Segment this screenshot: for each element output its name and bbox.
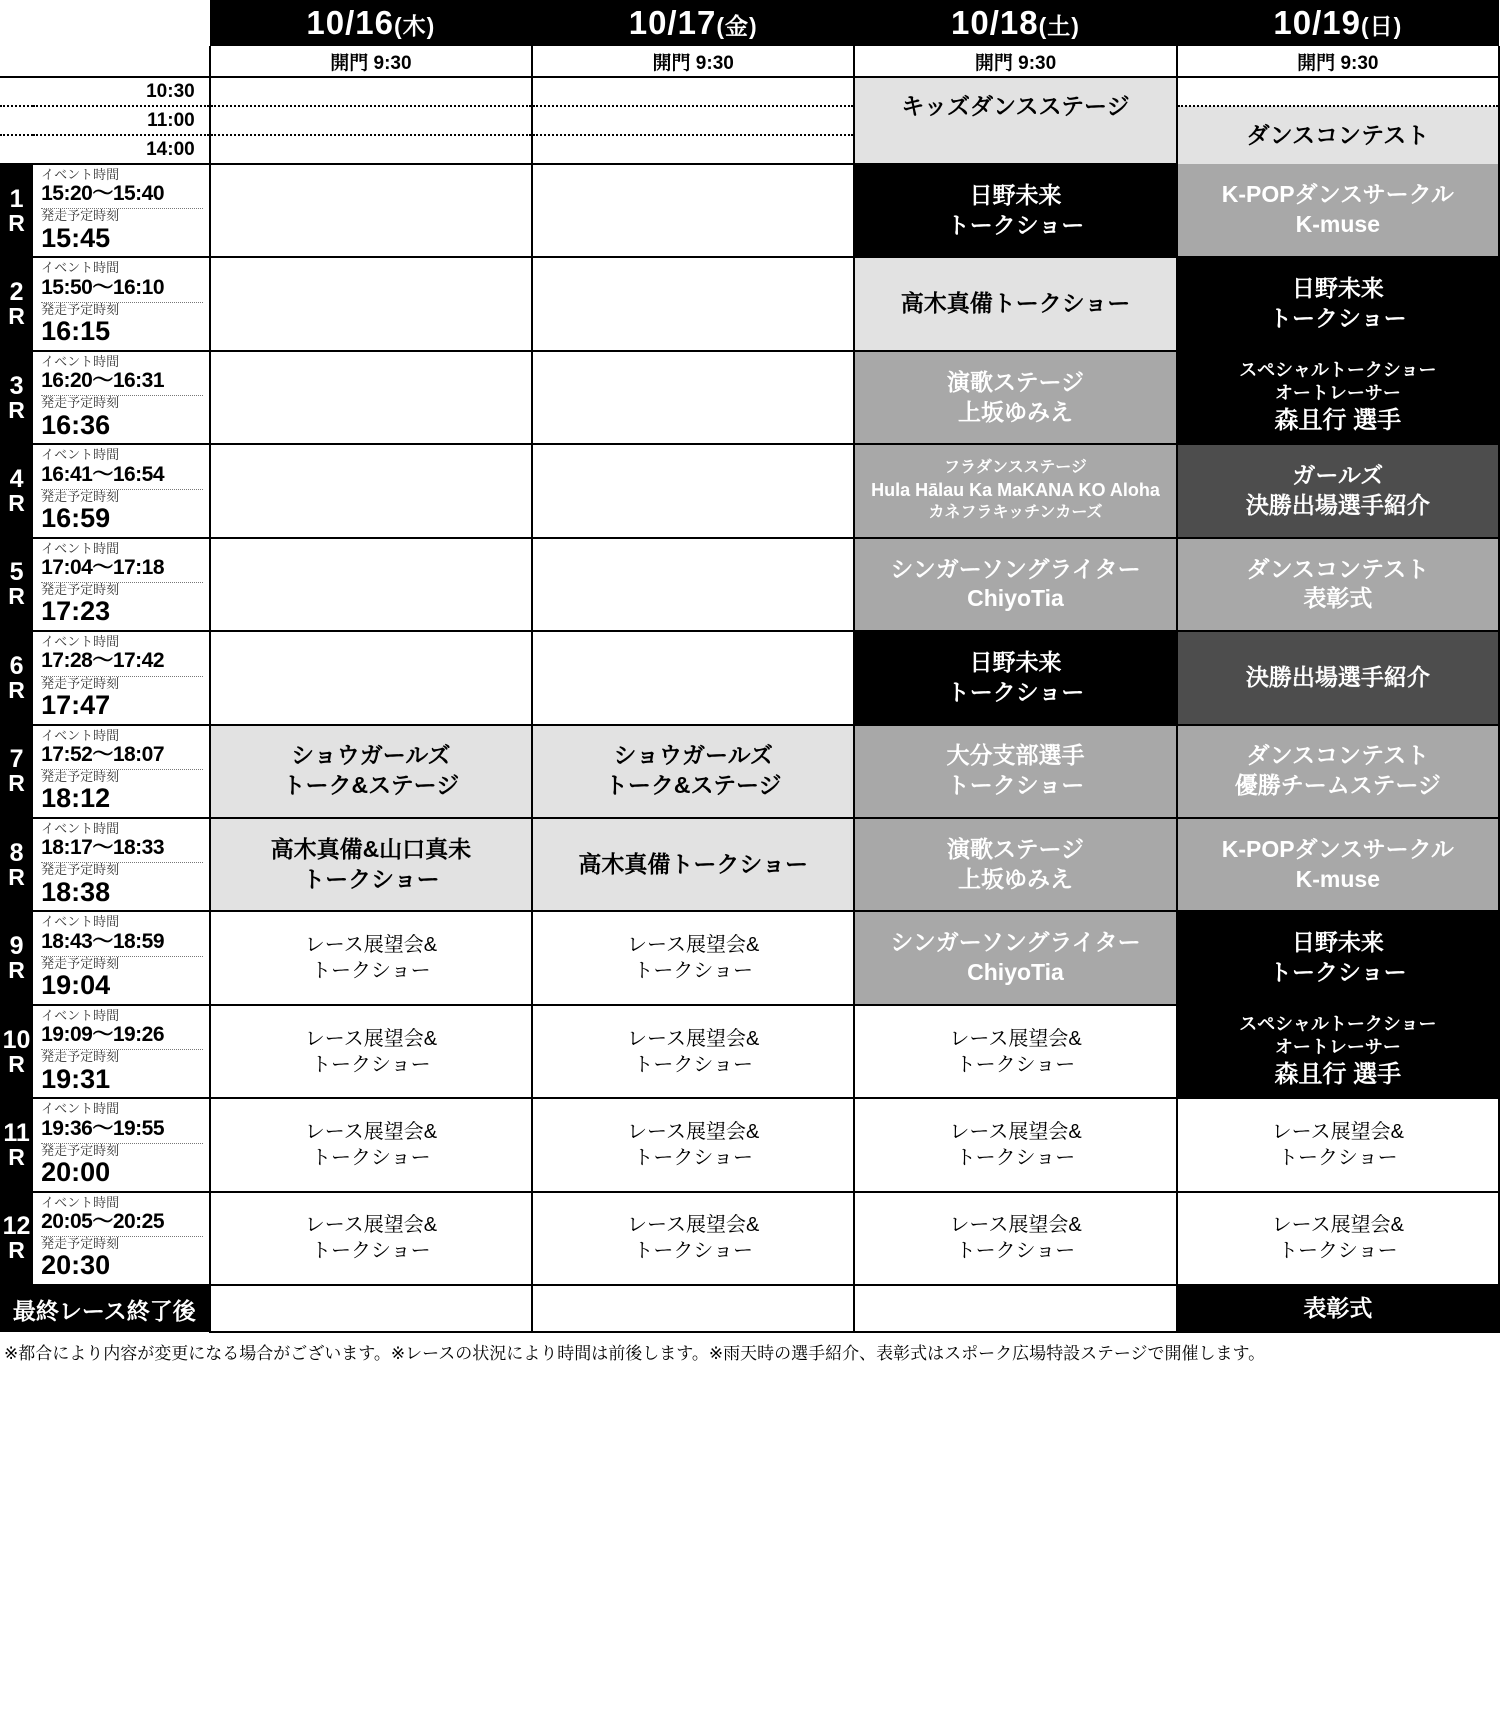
corner-blank: [0, 0, 210, 46]
event-cell: 日野未来 トークショー: [854, 164, 1176, 257]
start-time-value: 16:59: [41, 503, 111, 533]
race-row: [0, 911, 1499, 1004]
race-row: [0, 1005, 1499, 1098]
start-time-label: 発走予定時刻: [41, 862, 120, 878]
start-time-value: 20:30: [41, 1250, 111, 1281]
start-time-label: 発走予定時刻: [41, 768, 120, 784]
event-cell: 日野未来 トークショー: [1177, 257, 1499, 350]
event-time-value: 19:09〜19:26: [41, 1023, 203, 1050]
event-cell: ダンスコンテスト: [1177, 106, 1499, 164]
race-time-cell: [33, 1005, 210, 1098]
event-cell: スペシャルトークショー オートレーサー 森且行 選手: [1177, 351, 1499, 444]
event-cell: レース展望会& トークショー: [532, 911, 854, 1004]
event-time-label: イベント時間: [41, 727, 120, 743]
event-cell: レース展望会& トークショー: [210, 1005, 532, 1098]
event-cell: レース展望会& トークショー: [532, 1192, 854, 1285]
race-number: 6 R: [0, 631, 33, 724]
event-cell: レース展望会& トークショー: [210, 911, 532, 1004]
start-time-value: 15:45: [41, 222, 111, 253]
event-cell: レース展望会& トークショー: [854, 1098, 1176, 1191]
race-time-cell: [33, 444, 210, 537]
race-row: [0, 257, 1499, 350]
footnote: ※都合により内容が変更になる場合がございます。※レースの状況により時間は前後します。※雨天時の選手紹介、表彰式はスポーク広場特設ステージで開催します。: [4, 1344, 1266, 1364]
start-time-value: 18:12: [41, 783, 111, 814]
event-time-value: 20:05〜20:25: [41, 1210, 203, 1237]
event-time-label: イベント時間: [41, 260, 120, 276]
start-time-label: 発走予定時刻: [41, 1049, 120, 1065]
event-cell: [532, 538, 854, 631]
race-number: 9 R: [0, 911, 33, 1004]
event-cell: [210, 164, 532, 257]
event-time-value: 16:41〜16:54: [41, 463, 203, 490]
race-time-cell: [33, 538, 210, 631]
event-cell: [532, 351, 854, 444]
race-number: 8 R: [0, 818, 33, 911]
event-cell: ダンスコンテスト 優勝チームステージ: [1177, 725, 1499, 818]
event-time-value: 16:20〜16:31: [41, 369, 203, 396]
event-cell: 高木真備トークショー: [854, 257, 1176, 350]
event-time-label: イベント時間: [41, 1007, 120, 1023]
start-time-value: 19:04: [41, 970, 111, 1001]
race-time-cell: [33, 164, 210, 257]
open-time-2: 開門 9:30: [532, 46, 854, 77]
event-cell: レース展望会& トークショー: [210, 1192, 532, 1285]
race-number: 10 R: [0, 1005, 33, 1098]
start-time-value: 16:36: [41, 409, 111, 440]
event-cell: 日野未来 トークショー: [854, 631, 1176, 724]
day-header-2: 10/17(金): [532, 0, 854, 46]
event-time-value: 15:50〜16:10: [41, 276, 203, 303]
event-time-label: イベント時間: [41, 447, 120, 463]
start-time-label: 発走予定時刻: [41, 208, 120, 224]
start-time-value: 19:31: [41, 1063, 111, 1094]
event-cell: 高木真備&山口真未 トークショー: [210, 818, 532, 911]
event-cell: キッズダンスステージ: [854, 77, 1176, 135]
final-label: 最終レース終了後: [0, 1285, 210, 1332]
race-time-cell: [33, 1098, 210, 1191]
race-number: 2 R: [0, 257, 33, 350]
event-time-label: イベント時間: [41, 820, 120, 836]
open-time-4: 開門 9:30: [1177, 46, 1499, 77]
event-cell: レース展望会& トークショー: [1177, 1098, 1499, 1191]
event-cell: レース展望会& トークショー: [210, 1098, 532, 1191]
event-cell: 演歌ステージ 上坂ゆみえ: [854, 351, 1176, 444]
event-cell: フラダンスステージ Hula Hālau Ka MaKANA KO Aloha カネフラキッチンカーズ: [854, 444, 1176, 537]
event-cell: K-POPダンスサークル K-muse: [1177, 164, 1499, 257]
event-time-label: イベント時間: [41, 1194, 120, 1210]
race-row: [0, 164, 1499, 257]
final-row: [0, 1285, 1499, 1332]
race-row: [0, 818, 1499, 911]
start-time-label: 発走予定時刻: [41, 1236, 120, 1252]
event-cell: スペシャルトークショー オートレーサー 森且行 選手: [1177, 1005, 1499, 1098]
event-cell: 高木真備トークショー: [532, 818, 854, 911]
header-open-row: [0, 46, 1499, 77]
event-cell: ガールズ 決勝出場選手紹介: [1177, 444, 1499, 537]
event-cell: 日野未来 トークショー: [1177, 911, 1499, 1004]
start-time-label: 発走予定時刻: [41, 301, 120, 317]
time-label: 11:00: [0, 106, 210, 135]
event-cell: [532, 77, 854, 106]
event-cell: [210, 106, 532, 135]
race-row: [0, 351, 1499, 444]
start-time-label: 発走予定時刻: [41, 582, 120, 598]
event-cell: K-POPダンスサークル K-muse: [1177, 818, 1499, 911]
event-time-label: イベント時間: [41, 914, 120, 930]
event-time-value: 18:43〜18:59: [41, 930, 203, 957]
event-time-value: 15:20〜15:40: [41, 182, 203, 209]
time-label: 14:00: [0, 135, 210, 164]
event-cell: [210, 444, 532, 537]
event-cell: レース展望会& トークショー: [532, 1005, 854, 1098]
race-number: 4 R: [0, 444, 33, 537]
event-cell: [532, 135, 854, 164]
event-time-value: 17:04〜17:18: [41, 556, 203, 583]
start-time-value: 17:47: [41, 689, 111, 720]
start-time-value: 16:15: [41, 316, 111, 347]
race-number: 5 R: [0, 538, 33, 631]
event-cell: 決勝出場選手紹介: [1177, 631, 1499, 724]
race-time-cell: [33, 257, 210, 350]
race-row: [0, 1192, 1499, 1285]
race-row: [0, 538, 1499, 631]
event-time-value: 17:28〜17:42: [41, 649, 203, 676]
day-header-1: 10/16(木): [210, 0, 532, 46]
race-row: [0, 1098, 1499, 1191]
event-cell: [1177, 77, 1499, 106]
start-time-value: 18:38: [41, 876, 111, 907]
event-cell: ダンスコンテスト 表彰式: [1177, 538, 1499, 631]
race-time-cell: [33, 631, 210, 724]
race-number: 12 R: [0, 1192, 33, 1285]
event-cell: 表彰式: [1177, 1285, 1499, 1332]
event-cell: ショウガールズ トーク&ステージ: [532, 725, 854, 818]
event-cell: レース展望会& トークショー: [532, 1098, 854, 1191]
event-cell: レース展望会& トークショー: [1177, 1192, 1499, 1285]
race-number: 3 R: [0, 351, 33, 444]
start-time-value: 17:23: [41, 596, 111, 627]
start-time-label: 発走予定時刻: [41, 955, 120, 971]
race-row: [0, 725, 1499, 818]
day-header-3: 10/18(土): [854, 0, 1176, 46]
race-time-cell: [33, 1192, 210, 1285]
event-cell: [210, 1285, 532, 1332]
event-cell: [210, 77, 532, 106]
event-time-label: イベント時間: [41, 540, 120, 556]
event-cell: [532, 444, 854, 537]
open-time-1: 開門 9:30: [210, 46, 532, 77]
race-number: 1 R: [0, 164, 33, 257]
event-time-label: イベント時間: [41, 634, 120, 650]
race-number: 7 R: [0, 725, 33, 818]
start-time-label: 発走予定時刻: [41, 395, 120, 411]
event-cell: [532, 631, 854, 724]
event-time-label: イベント時間: [41, 1101, 120, 1117]
start-time-value: 20:00: [41, 1156, 111, 1187]
event-cell: [532, 1285, 854, 1332]
event-time-label: イベント時間: [41, 353, 120, 369]
event-cell: [854, 1285, 1176, 1332]
time-label: 10:30: [0, 77, 210, 106]
event-cell: [210, 351, 532, 444]
event-time-value: 17:52〜18:07: [41, 743, 203, 770]
event-cell: レース展望会& トークショー: [854, 1192, 1176, 1285]
event-cell: ショウガールズ トーク&ステージ: [210, 725, 532, 818]
header-date-row: [0, 0, 1499, 46]
event-cell: シンガーソングライター ChiyoTia: [854, 538, 1176, 631]
event-cell: レース展望会& トークショー: [854, 1005, 1176, 1098]
start-time-label: 発走予定時刻: [41, 1142, 120, 1158]
race-time-cell: [33, 818, 210, 911]
event-cell: 大分支部選手 トークショー: [854, 725, 1176, 818]
event-cell: [210, 631, 532, 724]
race-time-cell: [33, 725, 210, 818]
corner-blank-2: [0, 46, 210, 77]
event-cell: [854, 135, 1176, 164]
early-row-1: [0, 77, 1499, 106]
event-cell: [210, 135, 532, 164]
race-time-cell: [33, 351, 210, 444]
open-time-3: 開門 9:30: [854, 46, 1176, 77]
day-header-4: 10/19(日): [1177, 0, 1499, 46]
race-row: [0, 631, 1499, 724]
event-time-label: イベント時間: [41, 167, 120, 182]
start-time-label: 発走予定時刻: [41, 488, 120, 504]
event-cell: [532, 257, 854, 350]
event-cell: [532, 106, 854, 135]
start-time-label: 発走予定時刻: [41, 675, 120, 691]
event-time-value: 19:36〜19:55: [41, 1117, 203, 1144]
event-cell: [532, 164, 854, 257]
race-number: 11 R: [0, 1098, 33, 1191]
event-cell: [210, 538, 532, 631]
race-time-cell: [33, 911, 210, 1004]
event-cell: シンガーソングライター ChiyoTia: [854, 911, 1176, 1004]
early-row-2: [0, 106, 1499, 135]
event-cell: [210, 257, 532, 350]
event-time-value: 18:17〜18:33: [41, 836, 203, 863]
race-row: [0, 444, 1499, 537]
event-cell: 演歌ステージ 上坂ゆみえ: [854, 818, 1176, 911]
